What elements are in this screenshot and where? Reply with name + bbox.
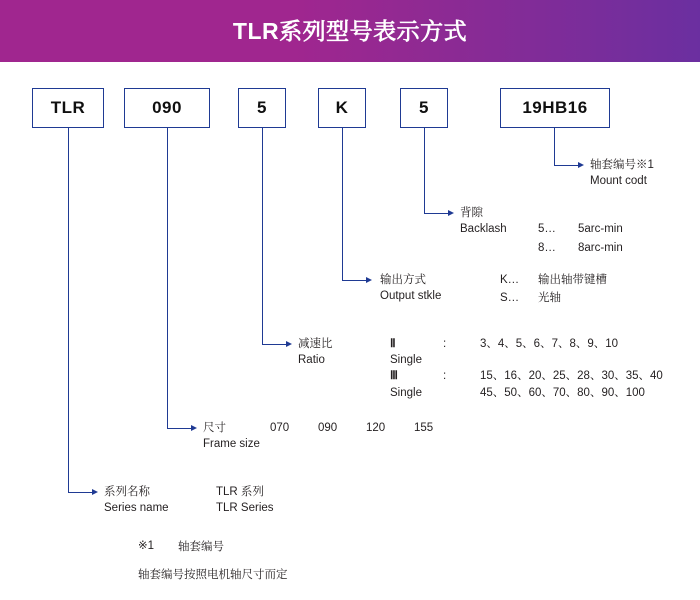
annotation-mount-cn: 轴套编号※1 — [590, 159, 654, 171]
annotation-output-row0-code: K… — [500, 274, 520, 286]
annotation-series-value-cn: TLR 系列 — [216, 486, 264, 498]
annotation-output-row1-desc: 光轴 — [538, 292, 561, 304]
annotation-backlash-row0-code: 5… — [538, 223, 556, 235]
footnote-title: 轴套编号 — [178, 541, 224, 553]
annotation-backlash-cn: 背隙 — [460, 207, 483, 219]
annotation-output-cn: 输出方式 — [380, 274, 426, 286]
annotation-frame-value-3: 155 — [414, 422, 434, 434]
code-box-output-style-value: K — [335, 98, 349, 117]
code-box-output-style[interactable] — [318, 88, 366, 128]
leader-arrow-frame — [191, 425, 197, 431]
code-box-ratio[interactable] — [238, 88, 286, 128]
footnote-text: 轴套编号按照电机轴尺寸而定 — [138, 569, 288, 581]
leader-line-series-horizontal — [68, 492, 94, 493]
annotation-backlash-en: Backlash — [460, 223, 507, 235]
header-banner — [0, 0, 700, 62]
annotation-ratio-stage3-en: Single — [390, 387, 422, 399]
code-box-mount-code[interactable] — [500, 88, 610, 128]
code-box-mount-code-value: 19HB16 — [522, 98, 588, 117]
code-box-ratio-value: 5 — [257, 98, 267, 117]
code-box-series[interactable] — [32, 88, 104, 128]
annotation-ratio-cn: 减速比 — [298, 338, 333, 350]
annotation-frame-value-1: 090 — [318, 422, 338, 434]
annotation-ratio-stage2-colon: : — [443, 338, 447, 350]
annotation-ratio-stage2-en: Single — [390, 354, 422, 366]
code-box-backlash-value: 5 — [419, 98, 429, 117]
leader-line-backlash-vertical — [424, 128, 425, 214]
annotation-frame-cn: 尺寸 — [203, 422, 226, 434]
leader-arrow-backlash — [448, 210, 454, 216]
leader-line-output-horizontal — [342, 280, 368, 281]
leader-arrow-ratio — [286, 341, 292, 347]
annotation-ratio-stage3-values-line1: 15、16、20、25、28、30、35、40 — [480, 370, 663, 382]
leader-line-backlash-horizontal — [424, 213, 450, 214]
leader-line-frame-vertical — [167, 128, 168, 429]
code-box-frame-size-value: 090 — [152, 98, 182, 117]
leader-arrow-output — [366, 277, 372, 283]
annotation-ratio-stage2-values: 3、4、5、6、7、8、9、10 — [480, 338, 619, 350]
annotation-ratio-stage3-values-line2: 45、50、60、70、80、90、100 — [480, 387, 645, 399]
leader-line-output-vertical — [342, 128, 343, 281]
annotation-mount-en: Mount codt — [590, 175, 647, 187]
code-box-frame-size[interactable] — [124, 88, 210, 128]
annotation-backlash-row0-desc: 5arc-min — [578, 223, 623, 235]
annotation-output-row1-code: S… — [500, 292, 520, 304]
leader-arrow-series — [92, 489, 98, 495]
annotation-ratio-stage2: Ⅱ — [390, 338, 396, 350]
annotation-backlash-row1-code: 8… — [538, 242, 556, 254]
leader-line-mount-vertical — [554, 128, 555, 166]
code-box-backlash[interactable] — [400, 88, 448, 128]
annotation-ratio-stage3-colon: : — [443, 370, 447, 382]
page-title: TLR系列型号表示方式 — [232, 18, 468, 44]
annotation-output-en: Output stkle — [380, 290, 442, 302]
leader-line-ratio-horizontal — [262, 344, 288, 345]
leader-line-frame-horizontal — [167, 428, 193, 429]
code-box-series-value: TLR — [50, 98, 86, 117]
leader-arrow-mount — [578, 162, 584, 168]
leader-line-ratio-vertical — [262, 128, 263, 345]
leader-line-series-vertical — [68, 128, 69, 493]
annotation-series-value-en: TLR Series — [216, 502, 274, 514]
annotation-frame-value-0: 070 — [270, 422, 290, 434]
annotation-frame-en: Frame size — [203, 438, 260, 450]
footnote-mark: ※1 — [138, 540, 155, 552]
annotation-frame-value-2: 120 — [366, 422, 386, 434]
annotation-output-row0-desc: 输出轴带键槽 — [538, 274, 607, 286]
annotation-ratio-en: Ratio — [298, 354, 325, 366]
annotation-series-en: Series name — [104, 502, 169, 514]
annotation-ratio-stage3: Ⅲ — [390, 370, 398, 382]
leader-line-mount-horizontal — [554, 165, 580, 166]
annotation-backlash-row1-desc: 8arc-min — [578, 242, 623, 254]
annotation-series-cn: 系列名称 — [104, 486, 150, 498]
